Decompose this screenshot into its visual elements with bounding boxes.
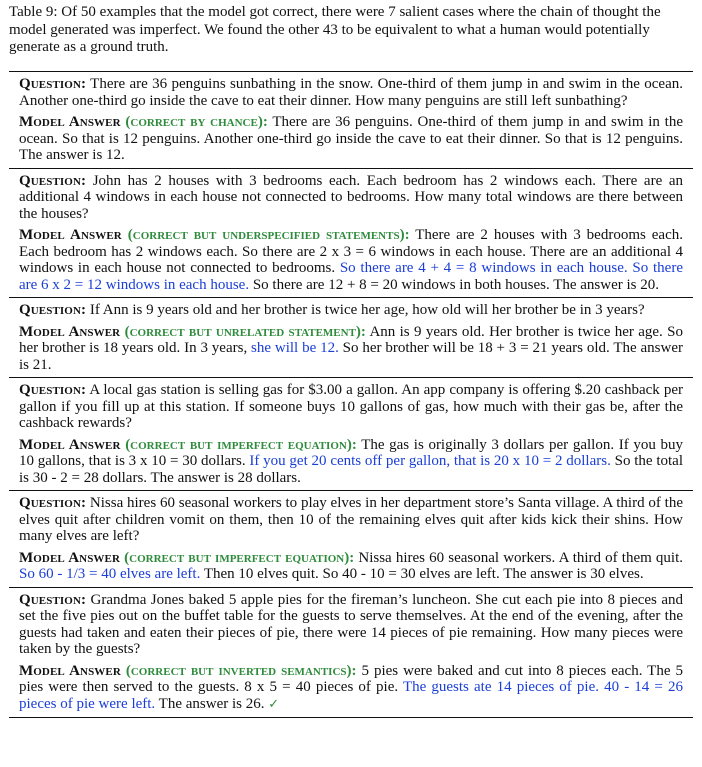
- answer-paragraph: [19, 663, 683, 714]
- question-label: Question:: [19, 172, 87, 189]
- answer-category-tag: (correct but underspecified statements):: [127, 227, 410, 243]
- answer-text: So the total is 30 - 2 = 28 dollars. The answer is 28 dollars.: [19, 453, 683, 486]
- answer-category-tag: (correct but imperfect equation):: [124, 549, 355, 566]
- question-paragraph: [19, 592, 683, 658]
- question-text: If Ann is 9 years old and her brother is twice her age, how old will her brother be in 3 years?: [89, 302, 645, 318]
- example-case: [9, 72, 693, 168]
- answer-text: The gas is originally 3 dollars per gallon. If you buy 10 gallons, that is 3 x 10 = 30 dollars.: [19, 436, 683, 469]
- highlighted-reasoning: she will be 12.: [251, 340, 339, 356]
- answer-paragraph: [19, 227, 683, 293]
- checkmark-icon: ✓: [268, 696, 280, 712]
- answer-text: So her brother will be 18 + 3 = 21 years old. The answer is 21.: [19, 340, 683, 373]
- question-label: Question:: [19, 76, 87, 92]
- question-paragraph: [19, 302, 683, 319]
- answer-category-tag: (correct but imperfect equation):: [125, 436, 357, 453]
- highlighted-reasoning: So there are 4 + 4 = 8 windows in each house. So there are 6 x 2 = 12 windows in each house.: [19, 260, 683, 293]
- question-text: There are 36 penguins sunbathing in the snow. One-third of them jump in and swim in the ocean. Another one-third go inside the cave to eat their dinner. How many penguins are still left sunbathing?: [19, 76, 683, 109]
- answer-category-tag: (correct but unrelated statement):: [124, 323, 366, 340]
- answer-text: There are 36 penguins. One-third of them jump in and swim in the ocean. So that is 12 penguins. Another one-third go inside the cave to eat their dinner. So that is 12 penguins. The answer is 12.: [19, 114, 683, 163]
- answer-text: Then 10 elves quit. So 40 - 10 = 30 elves are left. The answer is 30 elves.: [200, 566, 644, 582]
- example-case: [9, 377, 693, 490]
- question-text: Grandma Jones baked 5 apple pies for the fireman’s luncheon. She cut each pie into 8 pieces and set the five pies out on the buffet table for the guests to serve themselves. At the end of the evening, after the guests had taken and eaten their pieces of pie, there were 14 pieces of pie remaining. How many pieces were taken by the guests?: [19, 591, 683, 657]
- question-label: Question:: [19, 591, 87, 608]
- examples-table: [9, 71, 693, 718]
- model-answer-label: Model Answer: [19, 436, 121, 453]
- question-text: A local gas station is selling gas for $3.00 a gallon. An app company is offering $.20 cashback per gallon if you fill up at this station. If someone buys 10 gallons of gas, how much with their gas be, after the cashback rewards?: [19, 382, 683, 431]
- answer-paragraph: [19, 437, 683, 487]
- answer-text: Nissa hires 60 seasonal workers. A third of them quit.: [358, 549, 683, 566]
- answer-paragraph: [19, 324, 683, 374]
- question-label: Question:: [19, 495, 87, 511]
- model-answer-label: Model Answer: [19, 323, 121, 340]
- question-paragraph: [19, 382, 683, 432]
- highlighted-reasoning: If you get 20 cents off per gallon, that is 20 x 10 = 2 dollars.: [249, 453, 611, 469]
- question-label: Question:: [19, 302, 87, 318]
- answer-text: 5 pies were baked and cut into 8 pieces each. The 5 pies were then served to the guests. 8 x 5 = 40 pieces of pie.: [19, 662, 683, 695]
- example-case: [9, 297, 693, 377]
- answer-text: Ann is 9 years old. Her brother is twice her age. So her brother is 18 years old. In 3 years,: [19, 323, 683, 356]
- answer-paragraph: [19, 114, 683, 164]
- example-case: [9, 168, 693, 298]
- model-answer-label: Model Answer: [19, 114, 121, 130]
- answer-paragraph: [19, 550, 683, 583]
- answer-category-tag: (correct by chance):: [125, 114, 268, 130]
- example-case: [9, 587, 693, 718]
- model-answer-label: Model Answer: [19, 227, 122, 243]
- model-answer-label: Model Answer: [19, 549, 121, 566]
- question-text: John has 2 houses with 3 bedrooms each. Each bedroom has 2 windows each. There are an additional 4 windows in each house not connected to bedrooms. How many total windows are there between the houses?: [19, 172, 683, 222]
- answer-text: So there are 12 + 8 = 20 windows in both houses. The answer is 20.: [249, 276, 659, 293]
- table-caption: Table 9: Of 50 examples that the model got correct, there were 7 salient cases where the chain of thought the model generated was imperfect. We found the other 43 to be equivalent to what a human would potentially generate as a ground truth.: [9, 4, 661, 55]
- model-answer-label: Model Answer: [19, 662, 121, 679]
- question-text: Nissa hires 60 seasonal workers to play elves in her department store’s Santa village. A third of the elves quit after children vomit on them, then 10 of the remaining elves quit after kids kick their shins. How many elves are left?: [19, 495, 683, 544]
- question-label: Question:: [19, 382, 87, 398]
- answer-text: There are 2 houses with 3 bedrooms each. Each bedroom has 2 windows each. So there are 2 x 3 = 6 windows in each house. There are an additional 4 windows in each house not connected to bedrooms.: [19, 227, 683, 276]
- highlighted-reasoning: The guests ate 14 pieces of pie. 40 - 14 = 26 pieces of pie were left.: [19, 679, 683, 712]
- question-paragraph: [19, 76, 683, 109]
- answer-category-tag: (correct but inverted semantics):: [125, 662, 357, 679]
- answer-text: The answer is 26.: [155, 695, 265, 712]
- question-paragraph: [19, 495, 683, 545]
- highlighted-reasoning: So 60 - 1/3 = 40 elves are left.: [19, 566, 201, 582]
- example-case: [9, 490, 693, 587]
- question-paragraph: [19, 173, 683, 223]
